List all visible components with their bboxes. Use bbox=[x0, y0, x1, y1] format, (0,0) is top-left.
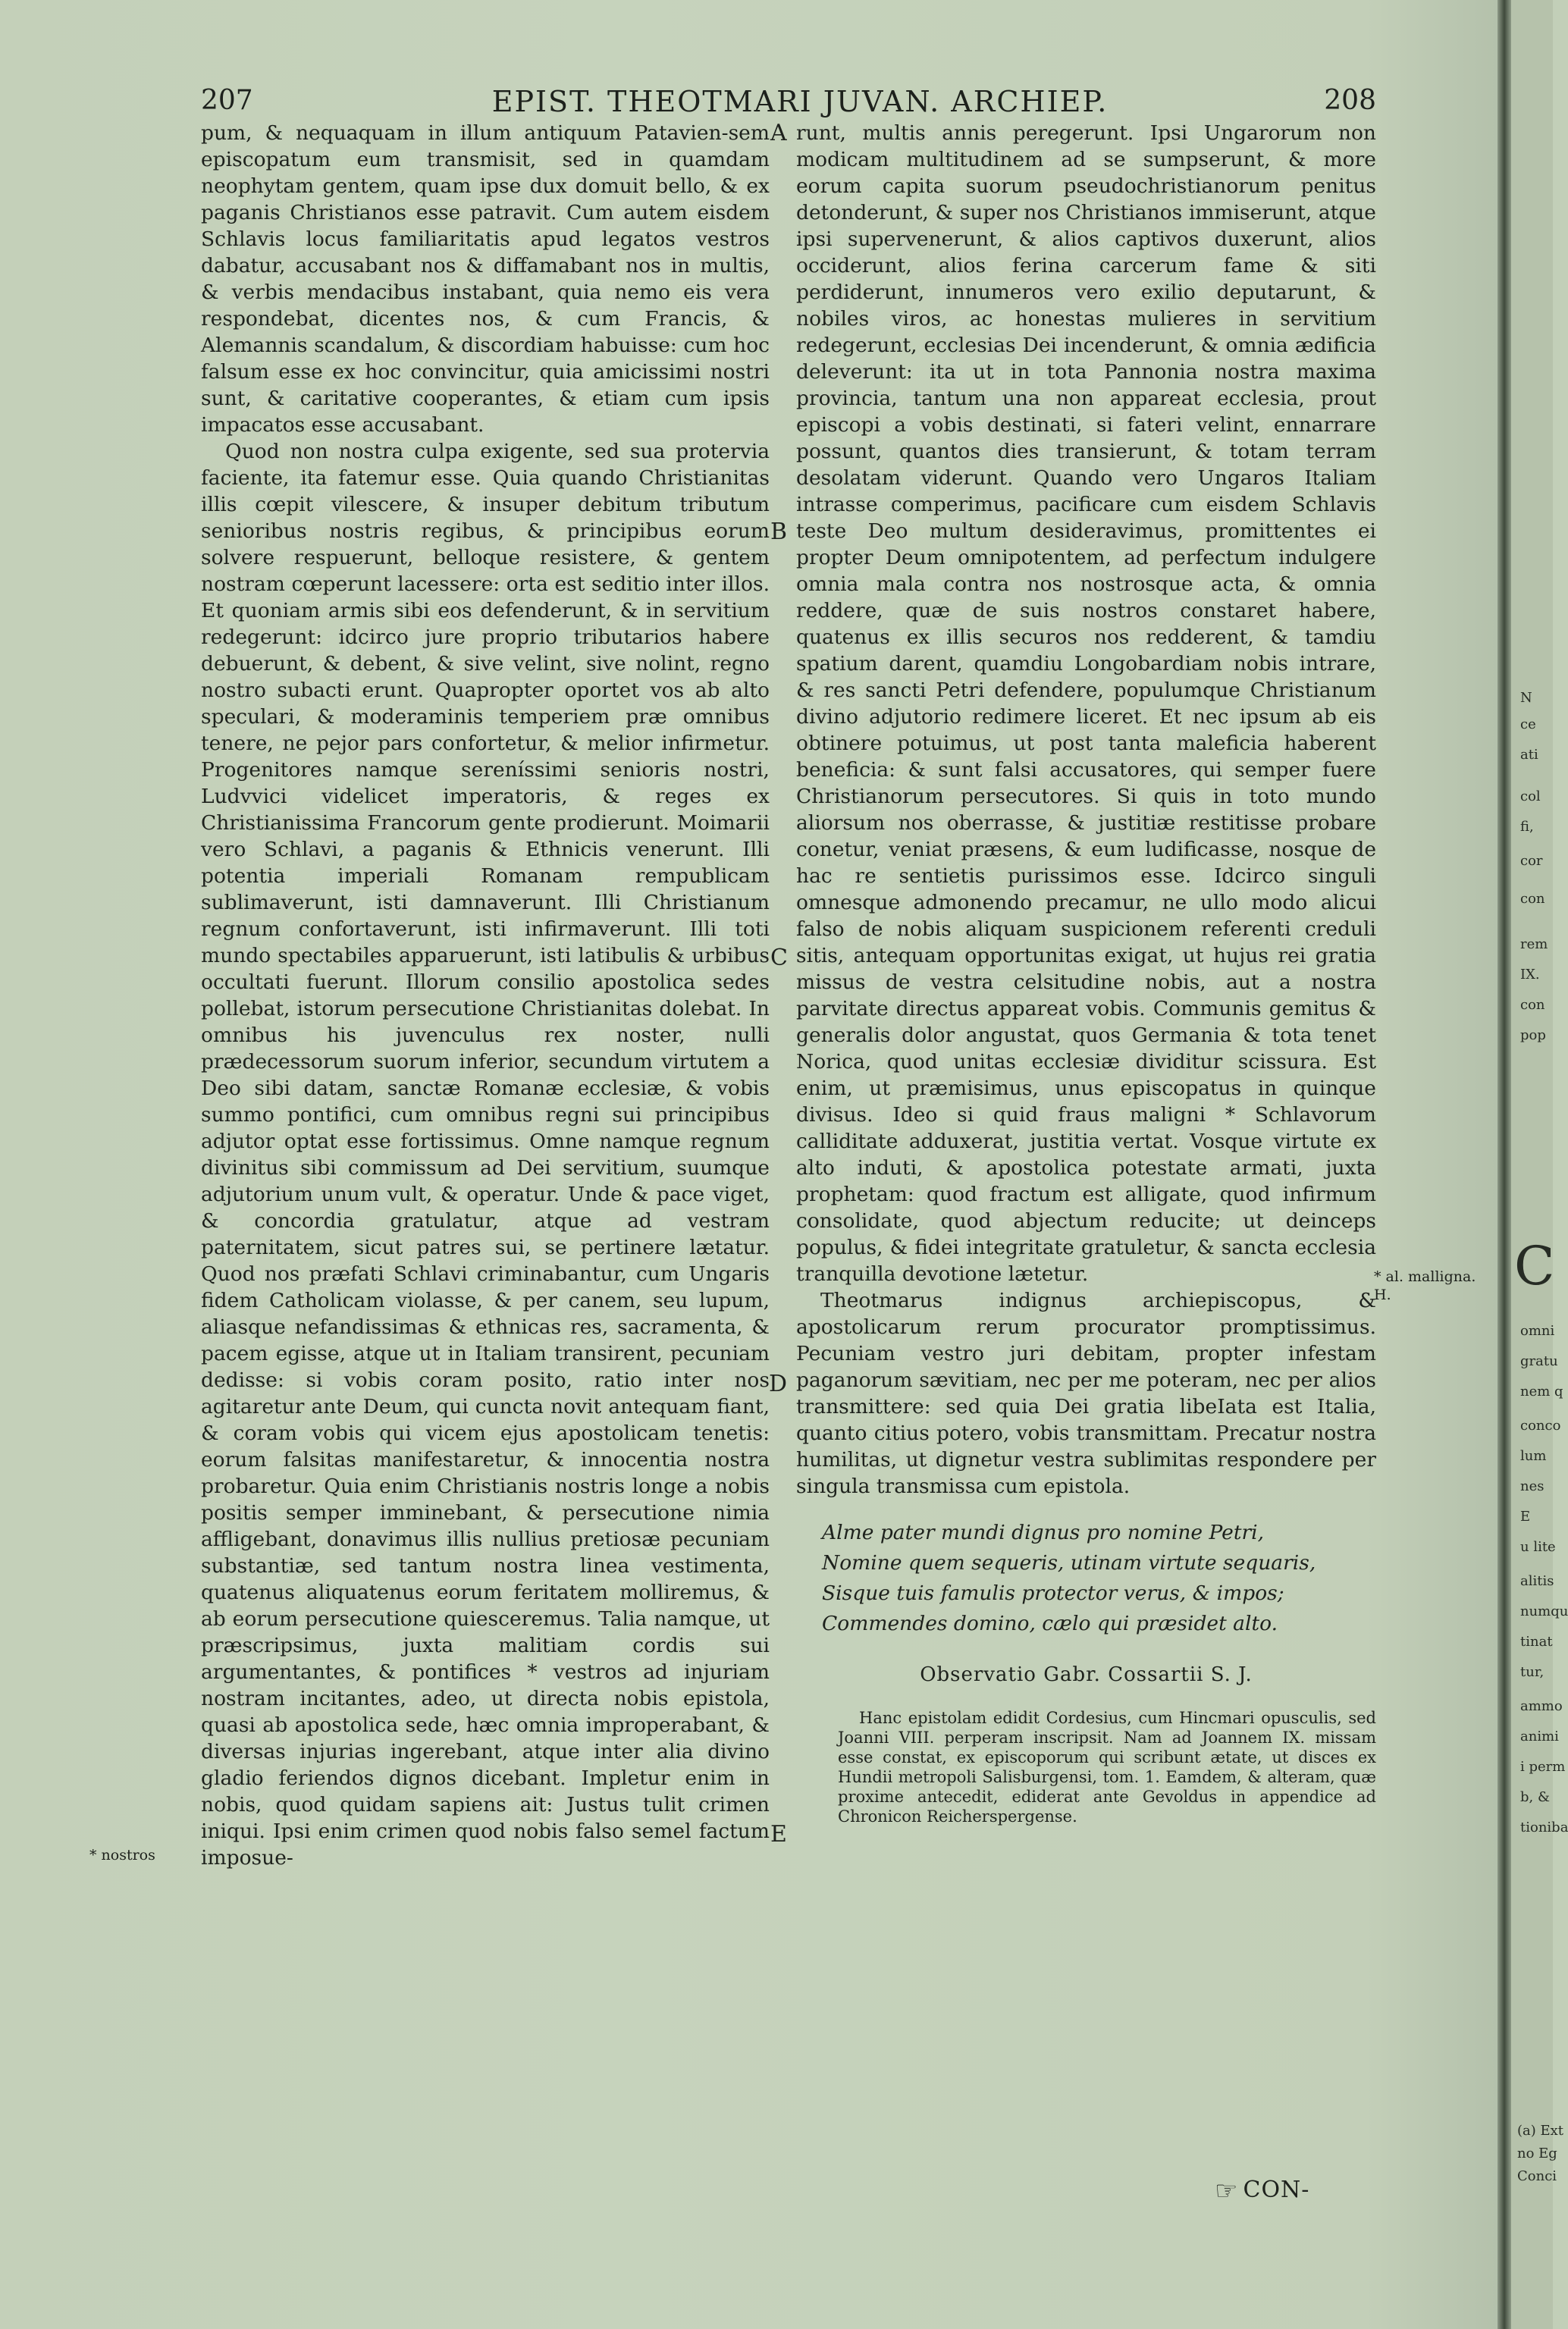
page-number-left: 207 bbox=[201, 85, 253, 116]
right-paragraph-1: runt, multis annis peregerunt. Ipsi Ungarorum non modicam multitudinem ad se sumpserunt, & more eorum capita suorum pseudochristianorum penitus detonderunt, & super nos Christianos immiserunt, atque ipsi supervenerunt, & alios captivos duxerunt, alios occiderunt, alios ferina carcerum fame & siti perdiderunt, innumeros vero exilio deputarunt, & nobiles viros, ac honestas mulieres in servitium redegerunt, ecclesias Dei incenderunt, & omnia ædificia deleverunt: ita ut in tota Pannonia nostra maxima provincia, tantum una non appareat ecclesia, prout episcopi a vobis destinati, si fateri velint, ennarrare possunt, quantos dies transierunt, & totam terram desolatam viderunt. Quando vero Ungaros Italiam intrasse comperimus, pacificare cum eisdem Schlavis teste Deo multum desideravimus, promittentes ei propter Deum omnipotentem, ad perfectum indulgere omnia mala contra nos nostrosque acta, & omnia reddere, quæ de suis nostros constaret habere, quatenus ex illis securos nos redderent, & tamdiu spatium darent, quamdiu Longobardiam nobis intrare, & res sancti Petri defendere, populumque Christianum divino adjutorio redimere liceret. Et nec ipsum ab eis obtinere potuimus, ut post tanta maleficia haberent beneficia: & sunt falsi accusatores, qui semper fuere Christianorum persecutores. Si quis in toto mundo aliorsum nos oberrasse, & justitiæ restitisse probare conetur, veniat præsens, & eum ludificasse, nosque de hac re sentietis purissimos esse. Idcirco singuli omnesque admonendo precamur, ne ullo modo alicui falso de nobis aliquam suspicionem referenti creduli sitis, antequam opportunitas exigat, ut hujus rei gratia missus de vestra celsitudine nobis, aut a nostra parvitate directus appareat vobis. Communis gemitus & generalis dolor angustat, quos Germania & tota tenet Norica, quod unitas ecclesiæ dividitur scissura. Est enim, ut præmisimus, unus episcopatus in quinque divisus. Ideo si quid fraus maligni * Schlavorum calliditate adduxerat, justitia vertat. Vosque virtute ex alto induti, & apostolica potestate armati, juxta prophetam: quod fractum est alligate, quod infirmum consolidate, quod abjectum reducite; ut deinceps populus, & fidei integritate gratuletur, & sancta ecclesia tranquilla devotione lætetur. bbox=[796, 121, 1376, 1286]
verse-line: Alme pater mundi dignus pro nomine Petri, bbox=[822, 1521, 1265, 1544]
section-marker-c: C bbox=[770, 945, 788, 971]
next-page-fragment: tioniba bbox=[1520, 1820, 1568, 1835]
next-page-fragment: conco bbox=[1520, 1418, 1561, 1434]
next-page-fragment: u lite bbox=[1520, 1539, 1556, 1555]
verse-line: Sisque tuis famulis protector verus, & impos; bbox=[822, 1581, 1284, 1605]
next-page-fragment: (a) Ext bbox=[1517, 2123, 1564, 2139]
running-title: EPIST. THEOTMARI JUVAN. ARCHIEP. bbox=[491, 85, 1109, 118]
next-page-fragment: nem q bbox=[1520, 1384, 1563, 1400]
next-page-fragment: tur, bbox=[1520, 1664, 1544, 1680]
page-number-right: 208 bbox=[1324, 85, 1376, 116]
next-page-fragment: tinat bbox=[1520, 1634, 1553, 1650]
margin-note-right: * al. malligna. H. bbox=[1374, 1268, 1476, 1303]
left-column bbox=[201, 120, 770, 1871]
next-page-initial: C bbox=[1514, 1235, 1555, 1297]
next-page-fragment: omni bbox=[1520, 1323, 1555, 1339]
next-page-fragment: IX. bbox=[1520, 967, 1540, 983]
left-paragraph-2: Quod non nostra culpa exigente, sed sua protervia faciente, ita fatemur esse. Quia quando Christianitas illis cœpit vilescere, & insuper debitum tributum senioribus nostris regibus, & principibus eorum solvere respuerunt, belloque resistere, & gentem nostram cœperunt lacessere: orta est seditio inter illos. Et quoniam armis sibi eos defenderunt, & in servitium redegerunt: idcirco jure proprio tributarios habere debuerunt, & debent, & sive velint, sive nolint, regno nostro subacti erunt. Quapropter oportet vos ab alto speculari, & moderaminis temperiem præ omnibus tenere, ne pejor pars confortetur, & melior infirmetur. Progenitores namque sereníssimi senioris nostri, Ludvvici videlicet imperatoris, & reges ex Christianissima Francorum gente prodierunt. Moimarii vero Schlavi, a paganis & Ethnicis venerunt. Illi potentia imperiali Romanam rempublicam sublimaverunt, isti damnaverunt. Illi Christianum regnum confortaverunt, isti infirmaverunt. Illi toti mundo spectabiles apparuerunt, isti latibulis & urbibus occultati fuerunt. Illorum consilio apostolica sedes pollebat, istorum persecutione Christianitas dolebat. In omnibus his juvenculus rex noster, nulli prædecessorum suorum inferior, secundum virtutem a Deo sibi datam, sanctæ Romanæ ecclesiæ, & vobis summo pontifici, cum omnibus regni sui principibus adjutor optat esse fortissimus. Omne namque regnum divinitus sibi commissum ad Dei servitium, suumque adjutorium unum vult, & operatur. Unde & pace viget, & concordia gratulatur, atque ad vestram paternitatem, sicut patres sui, se pertinere lætatur. Quod nos præfati Schlavi criminabantur, cum Ungaris fidem Catholicam violasse, & per canem, seu lupum, aliasque nefandissimas & ethnicas res, sacramenta, & pacem egisse, atque ut in Italiam transirent, pecuniam dedisse: si vobis coram posito, ratio inter nos agitaretur ante Deum, qui cuncta novit antequam fiant, & coram vobis qui vicem ejus apostolicam tenetis: eorum falsitas manifestaretur, & innocentia nostra probaretur. Quia enim Christianis nostris longe a nobis positis semper imminebant, & persecutione nimia affligebant, donavimus illis nullius pretiosæ pecuniam substantiæ, sed tantum nostra linea vestimenta, quatenus aliquatenus eorum feritatem molliremus, & ab eorum persecutione quiesceremus. Talia namque, ut præscripsimus, juxta malitiam cordis sui argumentantes, & pontifices * vestros ad injuriam nostram incitantes, adeo, ut directa nobis epistola, quasi ab apostolica sede, hæc omnia improperabant, & diversas injurias ingerebant, atque inter alia divino gladio feriendos dignos dicebant. Impletur enim in nobis, quod quidam sapiens ait: Justus tulit crimen iniqui. Ipsi enim crimen quod nobis falso semel factum imposue- bbox=[201, 440, 770, 1870]
next-page-fragment: col bbox=[1520, 788, 1541, 804]
next-page-fragment: con bbox=[1520, 891, 1545, 907]
verse-line: Nomine quem sequeris, utinam virtute sequaris, bbox=[822, 1551, 1316, 1575]
section-marker-e: E bbox=[770, 1821, 787, 1848]
observatio-note bbox=[796, 1708, 1376, 1826]
next-page-fragment: i perm bbox=[1520, 1759, 1566, 1775]
next-page-fragment: alitis bbox=[1520, 1573, 1554, 1589]
left-paragraph-1: pum, & nequaquam in illum antiquum Patavien-sem episcopatum eum transmisit, sed in quamdam neophytam gentem, quam ipse dux domuit bello, & ex paganis Christianos esse patravit. Cum autem eisdem Schlavis locus familiaritatis apud legatos vestros dabatur, accusabant nos & diffamabant nos in multis, & verbis mendacibus instabant, quia nemo eis vera respondebat, dicentes nos, & cum Francis, & Alemannis scandalum, & discordiam habuisse: cum hoc falsum esse ex hoc convincitur, quia amicissimi nostri sunt, & caritative cooperantes, & etiam cum ipsis impacatos esse accusabant. bbox=[201, 121, 770, 437]
next-page-fragment: fi, bbox=[1520, 819, 1534, 835]
next-page-fragment: nes bbox=[1520, 1478, 1544, 1494]
right-paragraph-2: Theotmarus indignus archiepiscopus, & apostolicarum rerum procurator promptissimus. Pecuniam vestro juri debitam, propter infestam paganorum sævitiam, nec per me poteram, nec per alios transmittere: sed quia Dei gratia libeIata est Italia, quanto citius potero, vobis transmittam. Precatur nostra humilitas, ut dignetur vestra sublimitas respondere per singula transmissa cum epistola. bbox=[796, 1289, 1376, 1498]
next-page-fragment: lum bbox=[1520, 1448, 1547, 1464]
section-marker-b: B bbox=[770, 519, 788, 545]
next-page-fragment: no Eg bbox=[1517, 2146, 1557, 2161]
next-page-fragment: ce bbox=[1520, 716, 1536, 732]
observatio-text: Hanc epistolam edidit Cordesius, cum Hincmari opusculis, sed Joanni VIII. perperam inscripsit. Nam ad Joannem IX. missam esse constat, ex episcoporum qui scribunt ætate, ut disces ex Hundii metropoli Salisburgensi, tom. 1. Eamdem, & alteram, quæ proxime antecedit, ediderat ante Gevoldus in appendice ad Chronicon Reicherspergense. bbox=[838, 1709, 1376, 1826]
next-page-fragment: Conci bbox=[1517, 2168, 1557, 2184]
next-page-fragment: ammo bbox=[1520, 1698, 1563, 1714]
next-page-fragment: con bbox=[1520, 997, 1545, 1013]
observatio-heading: Observatio Gabr. Cossartii S. J. bbox=[920, 1663, 1253, 1686]
next-page-fragment: E bbox=[1520, 1509, 1531, 1525]
pointing-hand-icon: ☞ bbox=[1215, 2176, 1239, 2206]
next-page-fragment: numqu bbox=[1520, 1603, 1568, 1619]
right-column bbox=[796, 120, 1376, 1826]
section-marker-d: D bbox=[769, 1371, 788, 1397]
catchword bbox=[1215, 2176, 1309, 2206]
book-gutter bbox=[1497, 0, 1511, 2329]
dedicatory-verse bbox=[796, 1518, 1376, 1639]
next-page-fragment: gratu bbox=[1520, 1353, 1558, 1369]
verse-line: Commendes domino, cælo qui præsidet alto. bbox=[822, 1612, 1278, 1635]
next-page-fragment: pop bbox=[1520, 1027, 1546, 1043]
next-page-fragment: ati bbox=[1520, 747, 1538, 763]
next-page-fragment: N bbox=[1520, 690, 1532, 706]
next-page-fragment: cor bbox=[1520, 853, 1543, 869]
next-page-fragment: rem bbox=[1520, 936, 1548, 952]
catchword-text: CON- bbox=[1243, 2177, 1310, 2203]
next-page-fragment: animi bbox=[1520, 1729, 1559, 1744]
margin-note-left: * nostros bbox=[89, 1847, 155, 1864]
section-marker-a: A bbox=[770, 120, 787, 146]
adjacent-page-edge bbox=[1511, 0, 1568, 2329]
next-page-fragment: b, & bbox=[1520, 1789, 1550, 1805]
